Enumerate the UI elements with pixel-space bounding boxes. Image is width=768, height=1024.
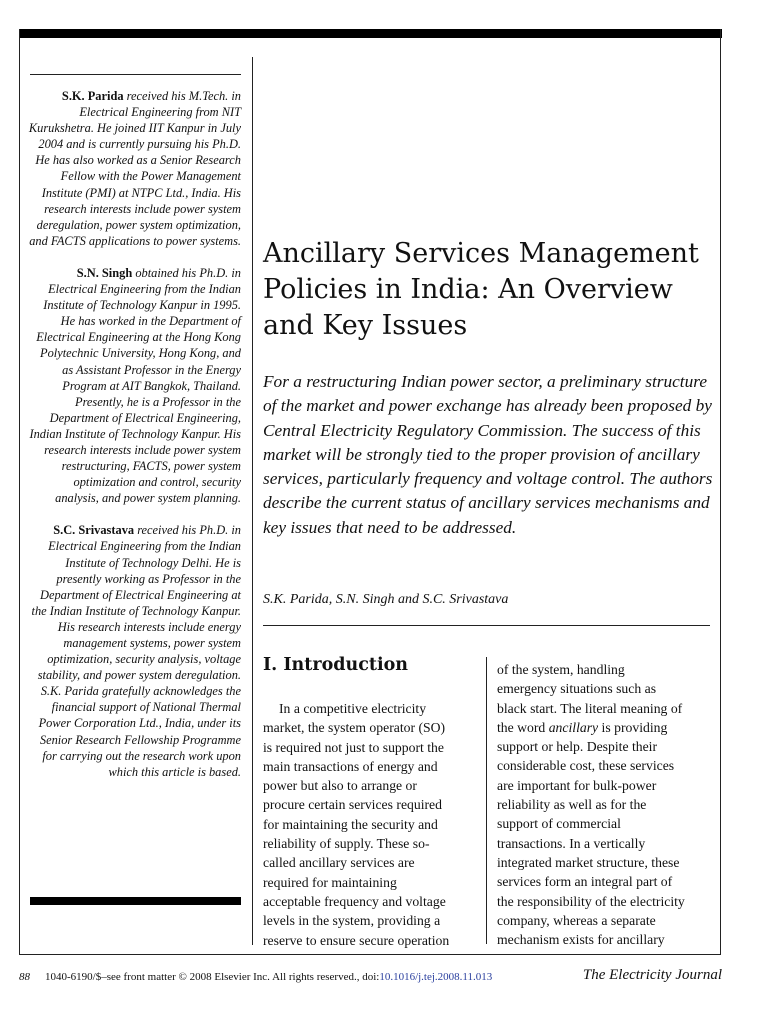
body-line: market, the system operator (SO) <box>263 720 446 736</box>
body-line-ancillary <box>497 718 711 737</box>
body-line: transactions. In a vertically <box>497 835 646 851</box>
body-line: required for maintaining <box>263 874 397 890</box>
body-line: reliability as well as for the <box>497 797 647 813</box>
body-line: main transactions of energy and <box>263 758 438 774</box>
body-line: the responsibility of the electricity <box>497 893 685 909</box>
body-line: integrated market structure, these <box>497 854 680 870</box>
body-line: reliability of supply. These so- <box>263 836 430 852</box>
body-line: emergency situations such as <box>497 681 657 697</box>
copyright-line <box>45 971 492 983</box>
body-line: acceptable frequency and voltage <box>263 893 446 909</box>
section-heading: I. Introduction <box>263 655 408 675</box>
journal-name: The Electricity Journal <box>582 967 722 983</box>
body-line: support or help. Despite their <box>497 739 658 755</box>
body-text: the word <box>497 719 549 735</box>
body-line: of the system, handling <box>497 662 625 677</box>
article-title: Ancillary Services Management Policies in India: An Overview and Key Issues <box>263 238 699 341</box>
page-footer <box>19 967 722 987</box>
body-column-2 <box>497 660 711 949</box>
author-bios <box>27 88 241 796</box>
author-name: S.K. Parida <box>61 89 124 103</box>
page-number: 88 <box>19 971 30 983</box>
body-line: In a competitive electricity <box>279 701 427 716</box>
sidebar-bottom-bar <box>30 897 241 905</box>
body-line: are important for bulk-power <box>497 777 657 793</box>
copyright-text: 1040-6190/$–see front matter © 2008 Elsevier Inc. All rights reserved., doi: <box>45 971 380 983</box>
sidebar-top-rule <box>30 74 241 75</box>
author-bio-singh <box>27 265 241 506</box>
article-authors: S.K. Parida, S.N. Singh and S.C. Srivastava <box>263 592 509 607</box>
author-bio-srivastava <box>27 522 241 780</box>
body-line: company, whereas a separate <box>497 912 656 928</box>
body-line: considerable cost, these services <box>497 758 675 774</box>
author-bio-text: received his M.Tech. in Electrical Engineering from NIT Kurukshetra. He joined IIT Kanpur in July 2004 and is currently pursuing his Ph.D. He has also worked as a Senior Research Fellow with the Power Management Institute (PMI) at NTPC Ltd., India. His research interests include power system deregulation, power system optimization, and FACTS applications to power systems. <box>28 89 241 248</box>
body-line: reserve to ensure secure operation <box>263 932 450 948</box>
header-rule <box>263 625 710 626</box>
body-line: procure certain services required <box>263 797 442 813</box>
emphasis: ancillary <box>548 719 599 735</box>
article-abstract: For a restructuring Indian power sector, a preliminary structure of the market and power exchange has already been proposed by Central Electricity Regulatory Commission. The success of this market will be strongly tied to the proper provision of ancillary services, particularly frequency and voltage control. The authors describe the current status of ancillary services mechanisms and key issues that need to be addressed. <box>263 372 713 537</box>
doi-link[interactable]: 10.1016/j.tej.2008.11.013 <box>379 971 493 983</box>
body-text: is providing <box>598 719 668 735</box>
body-line: for maintaining the security and <box>263 816 438 832</box>
author-bio-text: obtained his Ph.D. in Electrical Engineering from the Indian Institute of Technology Kanpur in 1995. He has worked in the Department of Electrical Engineering at the Hong Kong Polytechnic University, Hong Kong, and as Assistant Professor in the Energy Program at AIT Bangkok, Thailand. Presently, he is a Professor in the Department of Electrical Engineering, Indian Institute of Technology Kanpur. His research interests include power system restructuring, FACTS, power system optimization and control, security analysis, and power system planning. <box>29 265 241 506</box>
body-line: power but also to arrange or <box>263 778 417 794</box>
body-line: black start. The literal meaning of <box>497 700 683 716</box>
author-bio-parida <box>27 88 241 249</box>
body-line: is required not just to support the <box>263 739 444 755</box>
author-name: S.N. Singh <box>76 265 133 280</box>
body-column-1 <box>263 699 477 950</box>
column-divider <box>486 657 487 944</box>
body-line: services form an integral part of <box>497 874 673 890</box>
author-bio-text: received his Ph.D. in Electrical Engineering from the Indian Institute of Technology Delhi. He is presently working as Professor in the Department of Electrical Engineering at the Indian Institute of Technology Kanpur. His research interests include energy management systems, power system optimization, security analysis, voltage stability, and power system deregulation. S.K. Parida gratefully acknowledges the financial support of National Thermal Power Corporation Ltd., India, under its Senior Research Fellowship Programme for carrying out the research work upon which this article is based. <box>31 523 241 779</box>
body-line: support of commercial <box>497 816 621 832</box>
author-name: S.C. Srivastava <box>53 523 135 538</box>
body-line: called ancillary services are <box>263 855 415 871</box>
sidebar-divider <box>252 57 253 945</box>
body-line: levels in the system, providing a <box>263 913 441 929</box>
body-line: mechanism exists for ancillary <box>497 932 665 948</box>
